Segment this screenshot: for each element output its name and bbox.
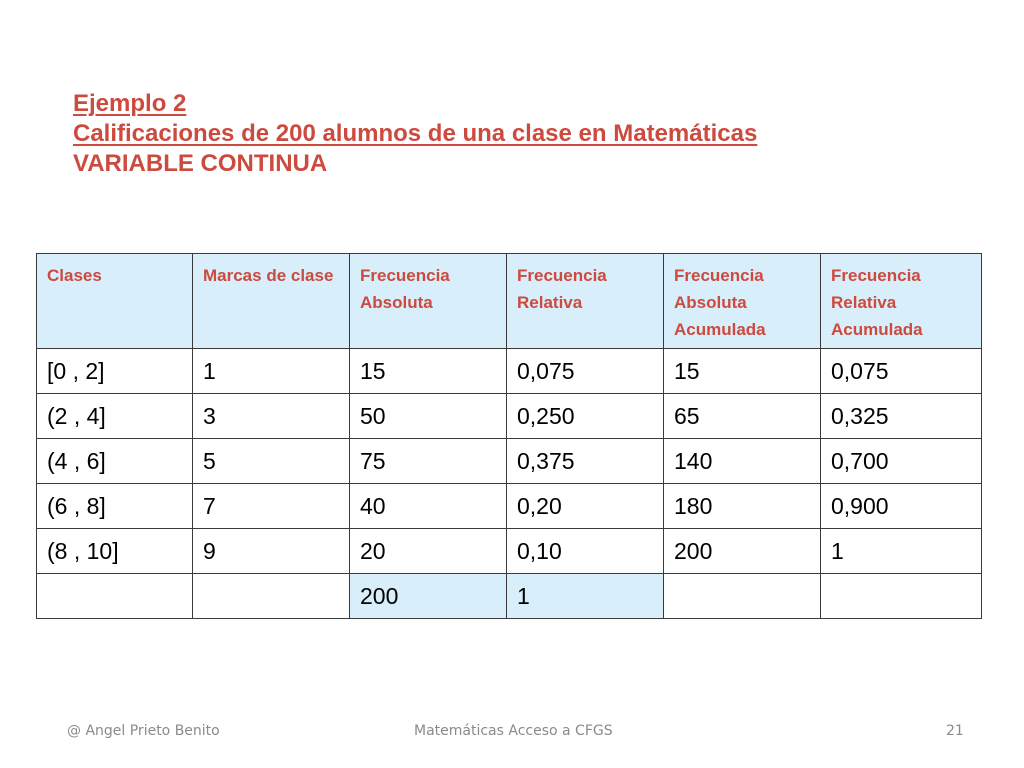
table-header-row [37, 254, 982, 349]
cell-frec-rel-acumulada: 0,325 [821, 394, 982, 439]
cell-marca: 7 [193, 484, 350, 529]
cell-frec-absoluta: 75 [350, 439, 507, 484]
slide-title [73, 89, 757, 179]
cell-frec-absoluta: 15 [350, 349, 507, 394]
cell-clase: (6 , 8] [37, 484, 193, 529]
cell-marca: 1 [193, 349, 350, 394]
cell-frec-absoluta: 40 [350, 484, 507, 529]
total-cell-frec-abs-acumulada [664, 574, 821, 619]
header-frec-relativa: Frecuencia Relativa [507, 254, 664, 349]
cell-frec-rel-acumulada: 0,700 [821, 439, 982, 484]
cell-frec-relativa: 0,20 [507, 484, 664, 529]
total-cell-marca [193, 574, 350, 619]
cell-frec-abs-acumulada: 15 [664, 349, 821, 394]
cell-frec-abs-acumulada: 65 [664, 394, 821, 439]
cell-frec-relativa: 0,10 [507, 529, 664, 574]
frequency-table [36, 253, 982, 619]
total-cell-frec-relativa: 1 [507, 574, 664, 619]
cell-frec-absoluta: 50 [350, 394, 507, 439]
total-cell-frec-absoluta: 200 [350, 574, 507, 619]
cell-frec-abs-acumulada: 180 [664, 484, 821, 529]
total-cell-clase [37, 574, 193, 619]
cell-frec-rel-acumulada: 0,900 [821, 484, 982, 529]
table-row [37, 394, 982, 439]
cell-frec-rel-acumulada: 0,075 [821, 349, 982, 394]
title-example: Ejemplo 2 [73, 90, 187, 117]
cell-marca: 5 [193, 439, 350, 484]
header-frec-abs-acumulada: Frecuencia Absoluta Acumulada [664, 254, 821, 349]
table-row [37, 529, 982, 574]
cell-clase: [0 , 2] [37, 349, 193, 394]
cell-frec-relativa: 0,250 [507, 394, 664, 439]
footer-course: Matemáticas Acceso a CFGS [414, 723, 613, 739]
cell-frec-absoluta: 20 [350, 529, 507, 574]
header-frec-absoluta: Frecuencia Absoluta [350, 254, 507, 349]
footer-page-number: 21 [946, 723, 964, 739]
table-row [37, 349, 982, 394]
cell-clase: (2 , 4] [37, 394, 193, 439]
cell-frec-abs-acumulada: 140 [664, 439, 821, 484]
cell-frec-rel-acumulada: 1 [821, 529, 982, 574]
title-variable-type: VARIABLE CONTINUA [73, 150, 328, 177]
footer-author: @ Angel Prieto Benito [67, 723, 220, 739]
header-frec-rel-acumulada: Frecuencia Relativa Acumulada [821, 254, 982, 349]
header-marcas: Marcas de clase [193, 254, 350, 349]
cell-marca: 9 [193, 529, 350, 574]
table-row [37, 439, 982, 484]
cell-frec-abs-acumulada: 200 [664, 529, 821, 574]
cell-clase: (8 , 10] [37, 529, 193, 574]
table-row [37, 484, 982, 529]
cell-marca: 3 [193, 394, 350, 439]
cell-frec-relativa: 0,075 [507, 349, 664, 394]
cell-frec-relativa: 0,375 [507, 439, 664, 484]
total-cell-frec-rel-acumulada [821, 574, 982, 619]
cell-clase: (4 , 6] [37, 439, 193, 484]
table-totals-row [37, 574, 982, 619]
header-clases: Clases [37, 254, 193, 349]
title-description: Calificaciones de 200 alumnos de una clase en Matemáticas [73, 120, 758, 147]
